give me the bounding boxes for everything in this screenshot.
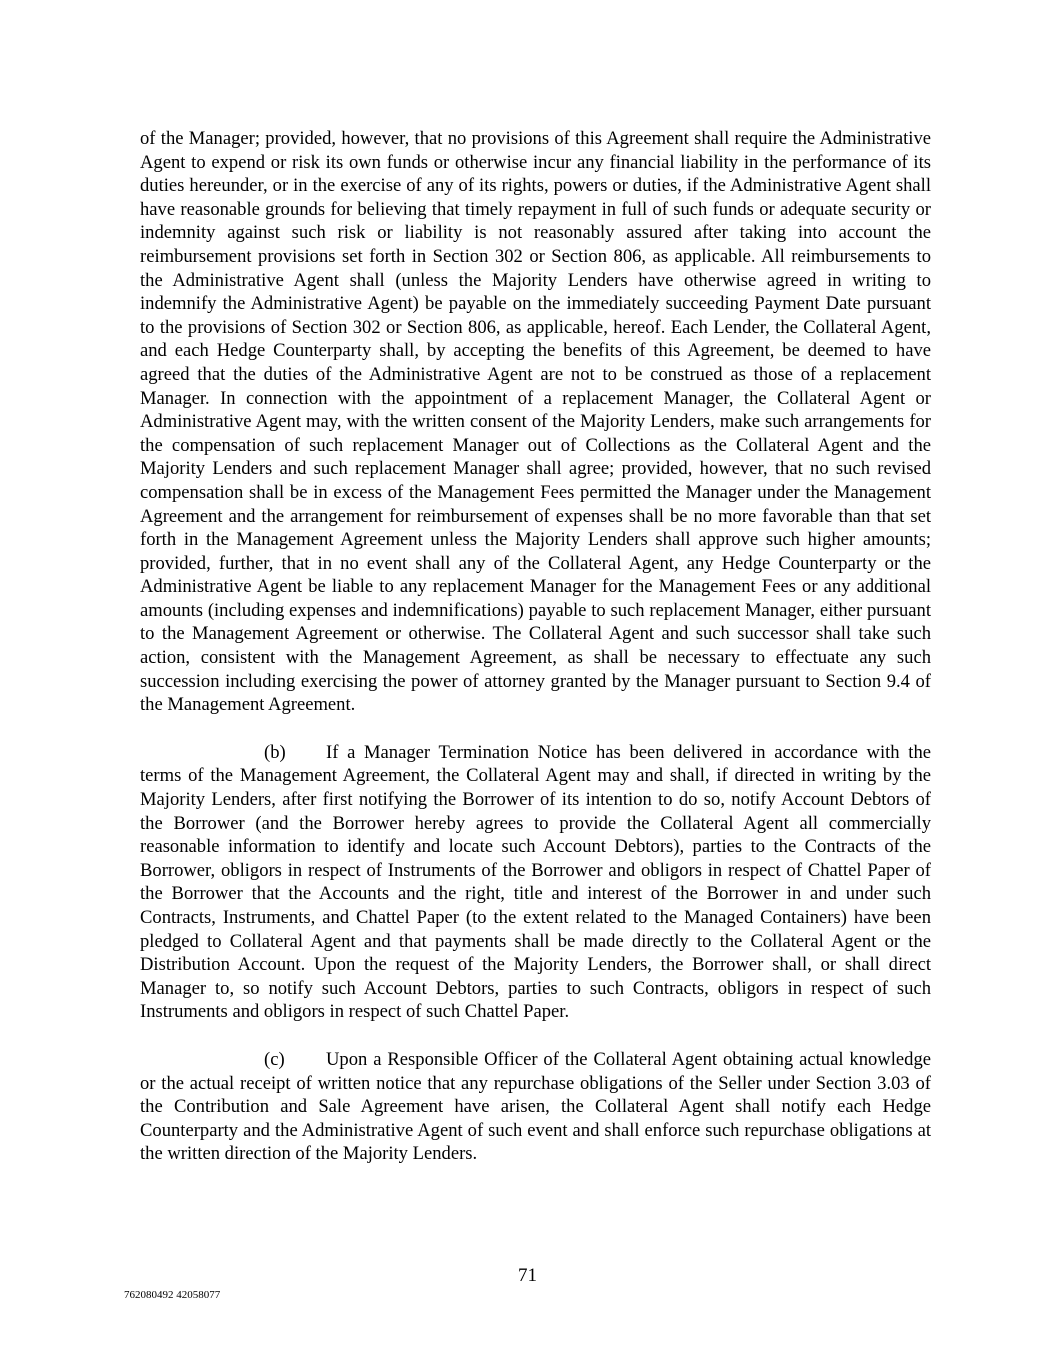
subsection-label-c: (c)	[264, 1048, 285, 1070]
paragraph-subsection-b	[140, 741, 931, 1024]
subsection-c-text: Upon a Responsible Officer of the Collateral Agent obtaining actual knowledge or the actual receipt of written notice that any repurchase obligations of the Seller under Section 3.03 of the Contribution and Sale Agreement have arisen, the Collateral Agent shall notify each Hedge Counterparty and the Administrative Agent of such event and shall enforce such repurchase obligations at the written direction of the Majority Lenders.	[140, 1048, 931, 1165]
paragraph-continuation: of the Manager; provided, however, that no provisions of this Agreement shall require the Administrative Agent to expend or risk its own funds or otherwise incur any financial liability in the performance of its duties hereunder, or in the exercise of any of its rights, powers or duties, if the Administrative Agent shall have reasonable grounds for believing that timely repayment in full of such funds or adequate security or indemnity against such risk or liability is not reasonably assured after taking into account the reimbursement provisions set forth in Section 302 or Section 806, as applicable. All reimbursements to the Administrative Agent shall (unless the Majority Lenders have otherwise agreed in writing to indemnify the Administrative Agent) be payable on the immediately succeeding Payment Date pursuant to the provisions of Section 302 or Section 806, as applicable, hereof. Each Lender, the Collateral Agent, and each Hedge Counterparty shall, by accepting the benefits of this Agreement, be deemed to have agreed that the duties of the Administrative Agent are not to be construed as those of a replacement Manager. In connection with the appointment of a replacement Manager, the Collateral Agent or Administrative Agent may, with the written consent of the Majority Lenders, make such arrangements for the compensation of such replacement Manager out of Collections as the Collateral Agent and the Majority Lenders and such replacement Manager shall agree; provided, however, that no such revised compensation shall be in excess of the Management Fees permitted the Manager under the Management Agreement and the arrangement for reimbursement of expenses shall be no more favorable than that set forth in the Management Agreement unless the Majority Lenders shall approve such higher amounts; provided, further, that in no event shall any of the Collateral Agent, any Hedge Counterparty or the Administrative Agent be liable to any replacement Manager for the Management Fees or any additional amounts (including expenses and indemnifications) payable to such replacement Manager, either pursuant to the Management Agreement or otherwise. The Collateral Agent and such successor shall take such action, consistent with the Management Agreement, as shall be necessary to effectuate any such succession including exercising the power of attorney granted by the Manager pursuant to Section 9.4 of the Management Agreement.	[140, 128, 931, 716]
subsection-label-b: (b)	[264, 741, 286, 763]
page-number: 71	[518, 1265, 537, 1286]
subsection-b-text: If a Manager Termination Notice has been delivered in accordance with the terms of the Management Agreement, the Collateral Agent may and shall, if directed in writing by the Majority Lenders, after first notifying the Borrower of its intention to do so, notify Account Debtors of the Borrower (and the Borrower hereby agrees to provide the Collateral Agent all commercially reasonable information to identify and locate such Account Debtors), parties to the Contracts of the Borrower, obligors in respect of Instruments of the Borrower and obligors in respect of Chattel Paper of the Borrower that the Accounts and the right, title and interest of the Borrower in and under such Contracts, Instruments, and Chattel Paper (to the extent related to the Managed Containers) have been pledged to Collateral Agent and that payments shall be made directly to the Collateral Agent or the Distribution Account. Upon the request of the Majority Lenders, the Borrower shall, or shall direct Manager to, so notify such Account Debtors, parties to such Contracts, obligors in respect of such Instruments and obligors in respect of such Chattel Paper.	[140, 741, 931, 1023]
document-id: 762080492 42058077	[124, 1289, 221, 1301]
document-body	[140, 127, 931, 1190]
paragraph-subsection-c	[140, 1048, 931, 1166]
